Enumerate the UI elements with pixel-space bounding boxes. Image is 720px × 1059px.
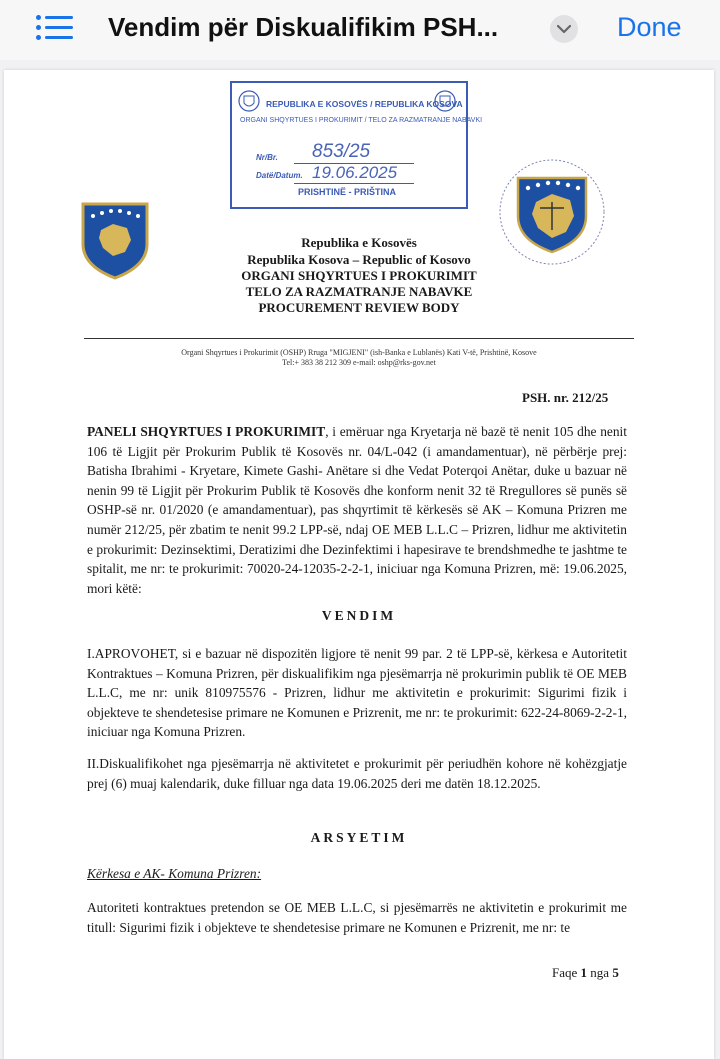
registration-stamp (230, 81, 483, 209)
intro-text: , i emëruar nga Kryetarja në bazë të nenit 105 dhe nenit 106 të Ligjit për Prokurim Publik të Kosovës nr. 04/L-042 (i amandamentuar), në përbërje prej: Batisha Ibrahimi - Kryetare, Kimete Gashi- Anëtare si dhe Vedat Poterqoi Anëtar, duke u bazuar në nenin 99 të Ligjit për Prokurim Publik të Kosovës dhe konform nenit 32 të Rregullores së punës së OSHP-së nr. 01/2020 (e amandamentuar), pas shqyrtimit të kërkesës së AK – Komuna Prizren me numër 212/25, për zbatim te nenit 99.2 LPP-së, ndaj OE MEB L.L.C – Prizren, lidhur me aktivitetin e prokurimit: Dezinsektimi, Deratizimi dhe Dezinfektimi i hapesirave te brendshmedhe te jashtme te spitalit, me nr: te prokurimit: 70020-24-12035-2-2-1, iniciuar nga Komuna Prizren, më: 19.06.2025, mori këtë: (87, 424, 627, 596)
letterhead-contact-text: Tel:+ 383 38 212 309 e-mail: oshp@rks-gov.net (282, 358, 436, 367)
decision-point-2: II.Diskualifikohet nga pjesëmarrja në aktivitetet e prokurimit për periudhën kohore në kohëzgjatje prej (6) muaj kalendarik, duke filluar nga data 19.06.2025 deri me datën 18.12.2025. (87, 756, 627, 791)
document-page[interactable] (4, 70, 714, 1059)
page-footer (552, 965, 619, 981)
stamp-subheader: ORGANI SHQYRTUES I PROKURIMIT / TELO ZA RAZMATRANJE NABAVKI (240, 117, 483, 124)
stamp-emblem-icon (434, 89, 456, 113)
vendim-heading: VENDIM (321, 608, 397, 623)
title-menu-button[interactable] (550, 15, 578, 43)
footer-of: nga (590, 965, 610, 980)
footer-total: 5 (612, 965, 619, 980)
letterhead-line4: TELO ZA RAZMATRANJE NABAVKE (245, 284, 473, 299)
intro-paragraph (87, 422, 627, 598)
stamp-date-value: 19.06.2025 (312, 163, 398, 182)
stamp-nr-value: 853/25 (312, 141, 371, 162)
stamp-date-label: Datë/Datum. (256, 171, 303, 180)
stamp-nr-label: Nr/Br. (256, 153, 278, 162)
letterhead-line5: PROCUREMENT REVIEW BODY (258, 300, 460, 315)
footer-page: 1 (580, 965, 588, 980)
letterhead-line2: Republika Kosova – Republic of Kosovo (247, 252, 471, 267)
chevron-down-icon (557, 24, 571, 34)
letterhead-address: Organi Shqyrtues i Prokurimit (OSHP) Rruga "MIGJENI" (ish-Banka e Lublanës) Kati V-të, Prishtinë, Kosove (181, 348, 537, 357)
done-button[interactable]: Done (617, 12, 682, 42)
reasoning-paragraph: Autoriteti kontraktues pretendon se OE MEB L.L.C, si pjesëmarrës ne aktivitetin e prokurimit me titull: Sigurimi fizik i objekteve te shendetesise primare ne Komunen e Prizrenit, me nr: te (87, 900, 627, 935)
list-icon[interactable] (36, 13, 76, 43)
arsyetim-heading: ARSYETIM (310, 830, 408, 845)
document-title[interactable]: Vendim për Diskualifikim PSH... (108, 12, 499, 42)
case-number: PSH. nr. 212/25 (522, 390, 609, 405)
request-subheading: Kërkesa e AK- Komuna Prizren: (87, 866, 262, 881)
stamp-emblem-icon (238, 89, 260, 113)
letterhead-divider (84, 338, 634, 339)
stamp-city: PRISHTINË - PRIŠTINA (298, 187, 397, 197)
divider (294, 183, 414, 184)
letterhead-line3: ORGANI SHQYRTUES I PROKURIMIT (241, 268, 477, 283)
decision-point-1: I.APROVOHET, si e bazuar në dispozitën ligjore të nenit 99 par. 2 të LPP-së, kërkesa e Autoritetit Kontraktues – Komuna Prizren, për diskualifikim nga pjesëmarrja në prokurimin publik të OE MEB L.L.C, me nr: unik 810975576 - Prizren, lidhur me aktivitetin e prokurimit: Sigurimi fizik i objekteve te shendetesise primare ne Komunen e Prizrenit, me nr: te prokurimit: 622-24-8069-2-2-1, iniciuar nga Komuna Prizren. (87, 646, 627, 740)
stamp-header: REPUBLIKA E KOSOVËS / REPUBLIKA KOSOVA (266, 99, 463, 109)
panel-name: PANELI SHQYRTUES I PROKURIMIT (87, 424, 326, 439)
letterhead-line1: Republika e Kosovës (301, 235, 417, 250)
footer-label: Faqe (552, 965, 578, 980)
letterhead-contact (4, 358, 714, 367)
top-toolbar (0, 0, 720, 60)
